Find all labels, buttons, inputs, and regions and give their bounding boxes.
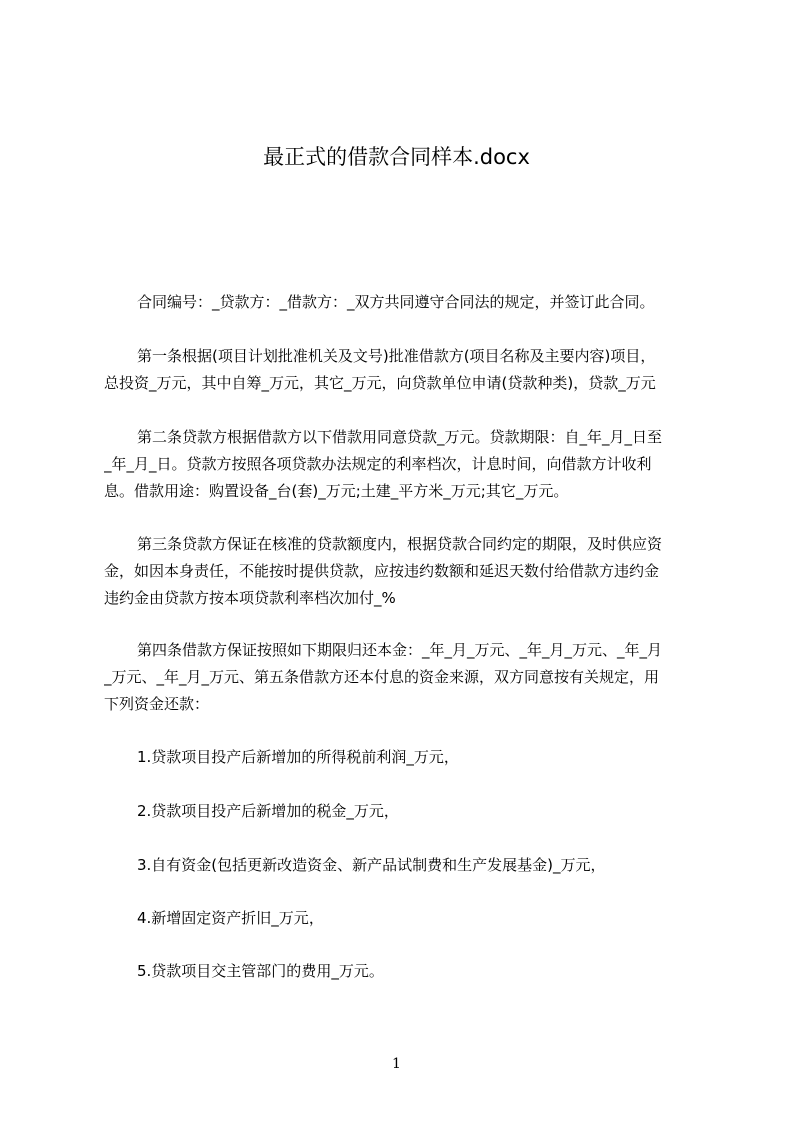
list-item: 4.新增固定资产折旧_万元， — [137, 909, 324, 927]
paragraph-line: 第四条借款方保证按照如下期限归还本金：_年_月_万元、_年_月_万元、_年_月 — [137, 641, 663, 659]
paragraph-line: 第一条根据(项目计划批准机关及文号)批准借款方(项目名称及主要内容)项目， — [137, 347, 656, 365]
paragraph-line: 第二条贷款方根据借款方以下借款用同意贷款_万元。贷款期限：自_年_月_日至 — [137, 428, 663, 446]
list-item: 1.贷款项目投产后新增加的所得税前利润_万元， — [137, 748, 459, 766]
paragraph-line: 下列资金还款： — [104, 695, 210, 713]
paragraph-line: 第三条贷款方保证在核准的贷款额度内，根据贷款合同约定的期限，及时供应资 — [137, 535, 663, 553]
paragraph-line: _万元、_年_月_万元、第五条借款方还本付息的资金来源，双方同意按有关规定，用 — [104, 668, 660, 686]
paragraph-line: 总投资_万元，其中自筹_万元，其它_万元，向贷款单位申请(贷款种类)，贷款_万元 — [104, 374, 656, 392]
list-item: 5.贷款项目交主管部门的费用_万元。 — [137, 962, 384, 980]
paragraph-line: 金，如因本身责任，不能按时提供贷款，应按违约数额和延迟天数付给借款方违约金 — [104, 562, 660, 580]
document-title: 最正式的借款合同样本.docx — [263, 145, 530, 169]
paragraph-line: _年_月_日。贷款方按照各项贷款办法规定的利率档次，计息时间，向借款方计收利 — [104, 455, 652, 473]
list-item: 2.贷款项目投产后新增加的税金_万元， — [137, 802, 399, 820]
list-item: 3.自有资金(包括更新改造资金、新产品试制费和生产发展基金)_万元， — [137, 856, 606, 874]
paragraph-line: 息。借款用途：购置设备_台(套)_万元;土建_平方米_万元;其它_万元。 — [104, 482, 569, 500]
paragraph-line: 违约金由贷款方按本项贷款利率档次加付_% — [104, 589, 396, 607]
paragraph-line: 合同编号：_贷款方：_借款方：_双方共同遵守合同法的规定，并签订此合同。 — [137, 293, 655, 311]
page-number: 1 — [392, 1056, 401, 1072]
